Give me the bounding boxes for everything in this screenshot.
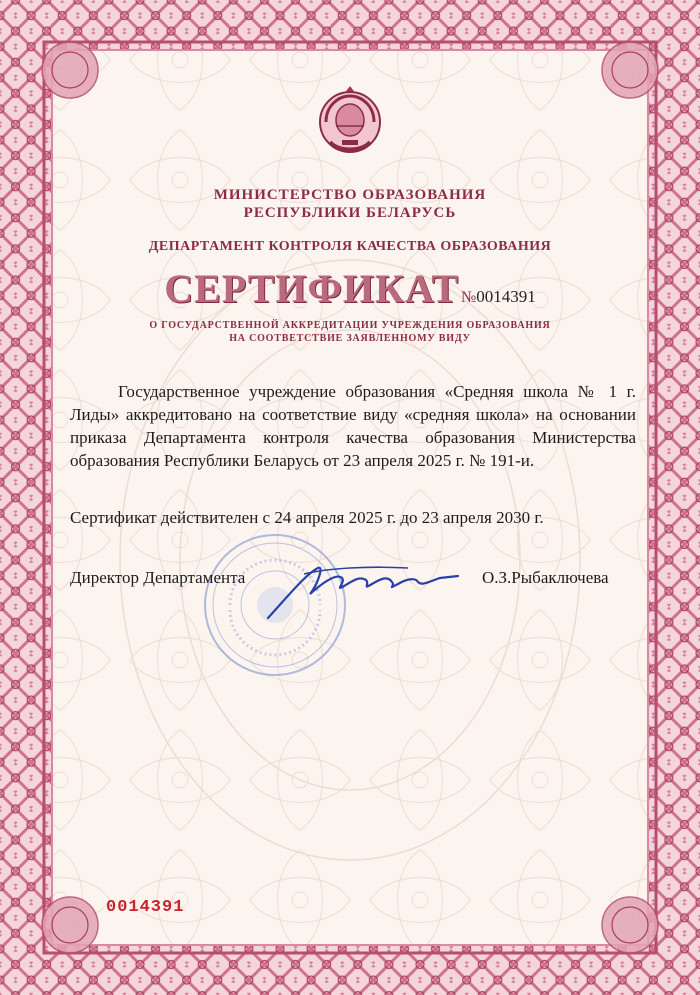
validity-text: Сертификат действителен с 24 апреля 2025 г. до 23 апреля 2030 г. [70,508,544,527]
director-signature [258,556,468,626]
number-label: № [461,289,477,306]
coat-of-arms-icon [312,82,388,162]
director-name: О.З.Рыбаключева [482,568,609,587]
director-title: Директор Департамента [70,568,246,587]
ministry-name-line2: РЕСПУБЛИКИ БЕЛАРУСЬ [243,205,457,221]
ministry-name-line1: МИНИСТЕРСТВО ОБРАЗОВАНИЯ [213,187,487,203]
department-name: ДЕПАРТАМЕНТ КОНТРОЛЯ КАЧЕСТВА ОБРАЗОВАНИЯ [148,239,552,254]
subtitle-line2: НА СООТВЕТСТВИЕ ЗАЯВЛЕННОМУ ВИДУ [229,333,471,344]
certificate-number: 0014391 [476,287,536,306]
accreditation-text: Государственное учреждение образования «Средняя школа № 1 г. Лиды» аккредитовано на соответствие виду «средняя школа» на основании приказа Департамента контроля качества образования Министерства образования Республики Беларусь от 23 апреля 2025 г. № 191-и. [70,382,636,470]
serial-number: 0014391 [106,898,185,917]
subtitle-line1: О ГОСУДАРСТВЕННОЙ АККРЕДИТАЦИИ УЧРЕЖДЕНИЯ ОБРАЗОВАНИЯ [149,320,551,331]
certificate-title: СЕРТИФИКАТ [164,266,460,311]
title-row [0,265,700,312]
